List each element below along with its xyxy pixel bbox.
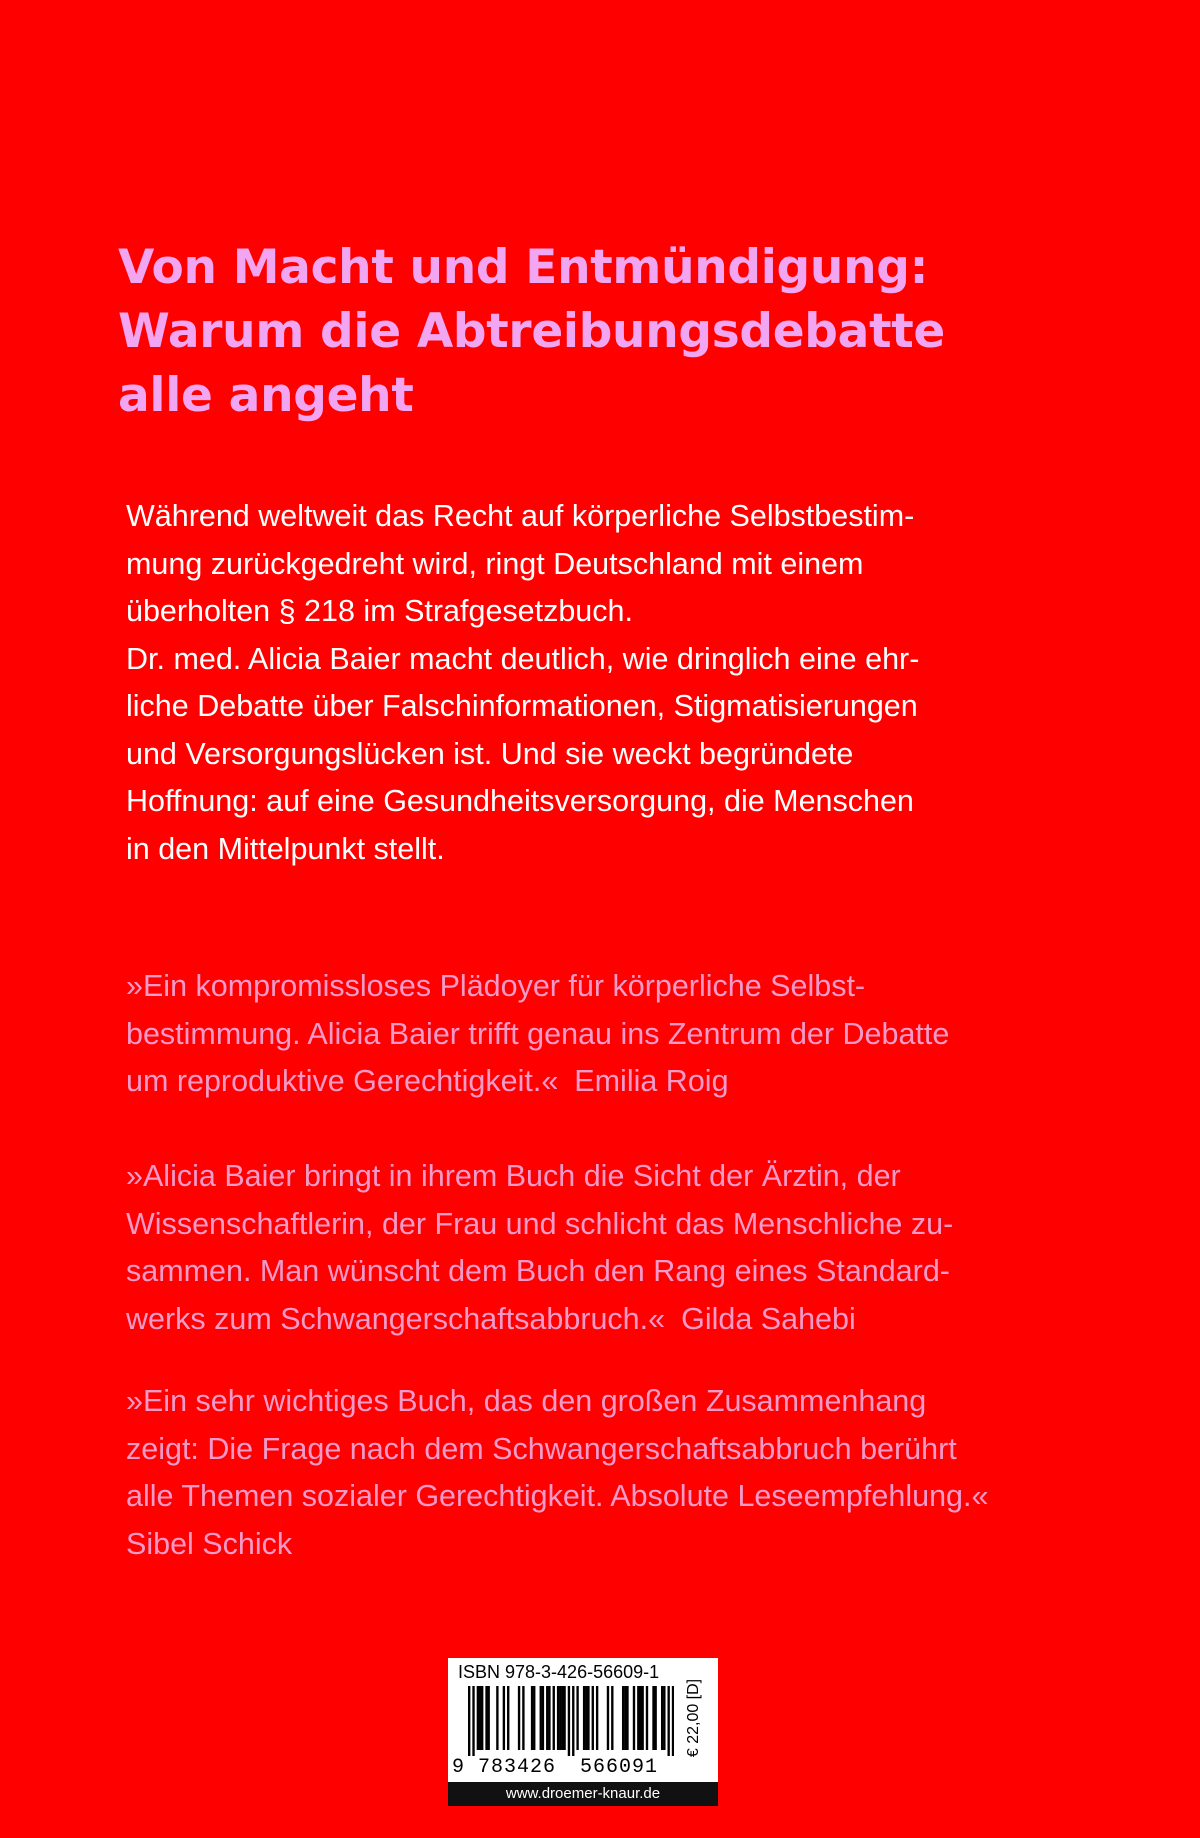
isbn-text: ISBN 978-3-426-56609-1 xyxy=(458,1662,660,1682)
barcode-label xyxy=(448,1658,718,1782)
barcode-digits-right: 566091 xyxy=(580,1756,659,1779)
barcode-digits-left: 783426 xyxy=(478,1756,557,1779)
barcode-bar xyxy=(661,1686,663,1750)
barcode-bar xyxy=(542,1686,544,1750)
headline-line: Warum die Abtreibungsdebatte xyxy=(118,304,945,359)
barcode-bar xyxy=(507,1686,509,1750)
quote-line: »Ein kompromissloses Plädoyer für körperliche Selbst- xyxy=(126,969,866,1003)
barcode-bar xyxy=(472,1686,474,1756)
barcode-bar xyxy=(576,1686,578,1750)
barcode-bar xyxy=(533,1686,535,1750)
barcode-bar xyxy=(548,1686,550,1750)
barcode-bar xyxy=(622,1686,624,1750)
blurb-line: Hoffnung: auf eine Gesundheitsversorgung, die Menschen xyxy=(126,784,914,818)
barcode-bar xyxy=(624,1686,626,1750)
barcode-bar xyxy=(587,1686,589,1750)
barcode-bars xyxy=(468,1686,674,1756)
barcode-bar xyxy=(553,1686,555,1750)
barcode-bar xyxy=(518,1686,520,1750)
blurb-line: in den Mittelpunkt stellt. xyxy=(126,831,445,866)
barcode-bar xyxy=(654,1686,656,1750)
barcode-bar xyxy=(531,1686,533,1750)
quote-author: Sibel Schick xyxy=(126,1526,293,1561)
barcode-bar xyxy=(568,1686,570,1756)
barcode-bar xyxy=(592,1686,594,1750)
barcode-bar xyxy=(559,1686,561,1750)
quote-line-with-author xyxy=(126,1296,1126,1344)
barcode-bar xyxy=(485,1686,487,1750)
quote-line: »Ein sehr wichtiges Buch, das den großen Zusammenhang xyxy=(126,1384,927,1418)
barcode-bar xyxy=(540,1686,542,1750)
quote-line: bestimmung. Alicia Baier trifft genau ins Zentrum der Debatte xyxy=(126,1016,950,1051)
barcode-bar xyxy=(626,1686,628,1750)
blurb-line: Während weltweit das Recht auf körperliche Selbstbestim- xyxy=(126,499,915,533)
barcode-bar xyxy=(672,1686,674,1756)
barcode-bar xyxy=(611,1686,613,1750)
quote-line: zeigt: Die Frage nach dem Schwangerschaftsabbruch berührt xyxy=(126,1431,957,1466)
barcode-bar xyxy=(561,1686,563,1750)
barcode-bar xyxy=(496,1686,498,1750)
barcode-digit-lead: 9 xyxy=(452,1756,465,1779)
headline-line: alle angeht xyxy=(118,368,414,423)
review-quote xyxy=(126,1153,1126,1343)
barcode-bar xyxy=(639,1686,641,1750)
barcode-bar xyxy=(641,1686,643,1750)
barcode-bar xyxy=(557,1686,559,1750)
barcode-bar xyxy=(637,1686,639,1750)
barcode-bar xyxy=(583,1686,585,1750)
barcode-bar xyxy=(667,1686,669,1756)
blurb-text xyxy=(126,493,1126,873)
quote-line-with-author xyxy=(126,1058,1126,1106)
blurb-line: und Versorgungslücken ist. Und sie weckt begründete xyxy=(126,736,854,771)
price-label: € 22,00 [D] xyxy=(685,1678,702,1758)
publisher-url: www.droemer-knaur.de xyxy=(448,1782,718,1806)
barcode-bar xyxy=(503,1686,505,1750)
quote-line: »Alicia Baier bringt in ihrem Buch die Sicht der Ärztin, der xyxy=(126,1159,901,1193)
blurb-line: liche Debatte über Falschinformationen, Stigmatisierungen xyxy=(126,689,918,723)
barcode-bar xyxy=(646,1686,648,1750)
blurb-line: mung zurückgedreht wird, ringt Deutschland mit einem xyxy=(126,546,864,581)
quote-line: sammen. Man wünscht dem Buch den Rang eines Standard- xyxy=(126,1254,950,1288)
barcode-bar xyxy=(479,1686,481,1750)
barcode-bar xyxy=(468,1686,470,1756)
barcode-bar xyxy=(563,1686,565,1750)
quote-line: alle Themen sozialer Gerechtigkeit. Absolute Leseempfehlung.« xyxy=(126,1479,989,1513)
barcode-bar xyxy=(488,1686,490,1750)
barcode-bar xyxy=(607,1686,609,1750)
quote-author: Gilda Sahebi xyxy=(681,1301,856,1336)
review-quote xyxy=(126,963,1126,1106)
headline-line: Von Macht und Entmündigung: xyxy=(118,240,929,295)
barcode-bar xyxy=(652,1686,654,1750)
barcode-bar xyxy=(546,1686,548,1750)
blurb-line: Dr. med. Alicia Baier macht deutlich, wie dringlich eine ehr- xyxy=(126,641,920,676)
barcode-bar xyxy=(663,1686,665,1750)
review-quote xyxy=(126,1378,1126,1568)
headline xyxy=(118,236,1118,428)
quote-line: um reproduktive Gerechtigkeit.« xyxy=(126,1064,559,1098)
barcode-bar xyxy=(477,1686,479,1750)
barcode-bar xyxy=(572,1686,574,1756)
barcode-bar xyxy=(596,1686,598,1750)
quote-line: Wissenschaftlerin, der Frau und schlicht das Menschliche zu- xyxy=(126,1206,954,1241)
quote-line: werks zum Schwangerschaftsabbruch.« xyxy=(126,1301,666,1336)
barcode-bar xyxy=(522,1686,524,1750)
barcode-bar xyxy=(585,1686,587,1750)
blurb-line: überholten § 218 im Strafgesetzbuch. xyxy=(126,594,633,628)
barcode-bar xyxy=(633,1686,635,1750)
barcode-bar xyxy=(481,1686,483,1750)
quote-author: Emilia Roig xyxy=(574,1064,729,1098)
